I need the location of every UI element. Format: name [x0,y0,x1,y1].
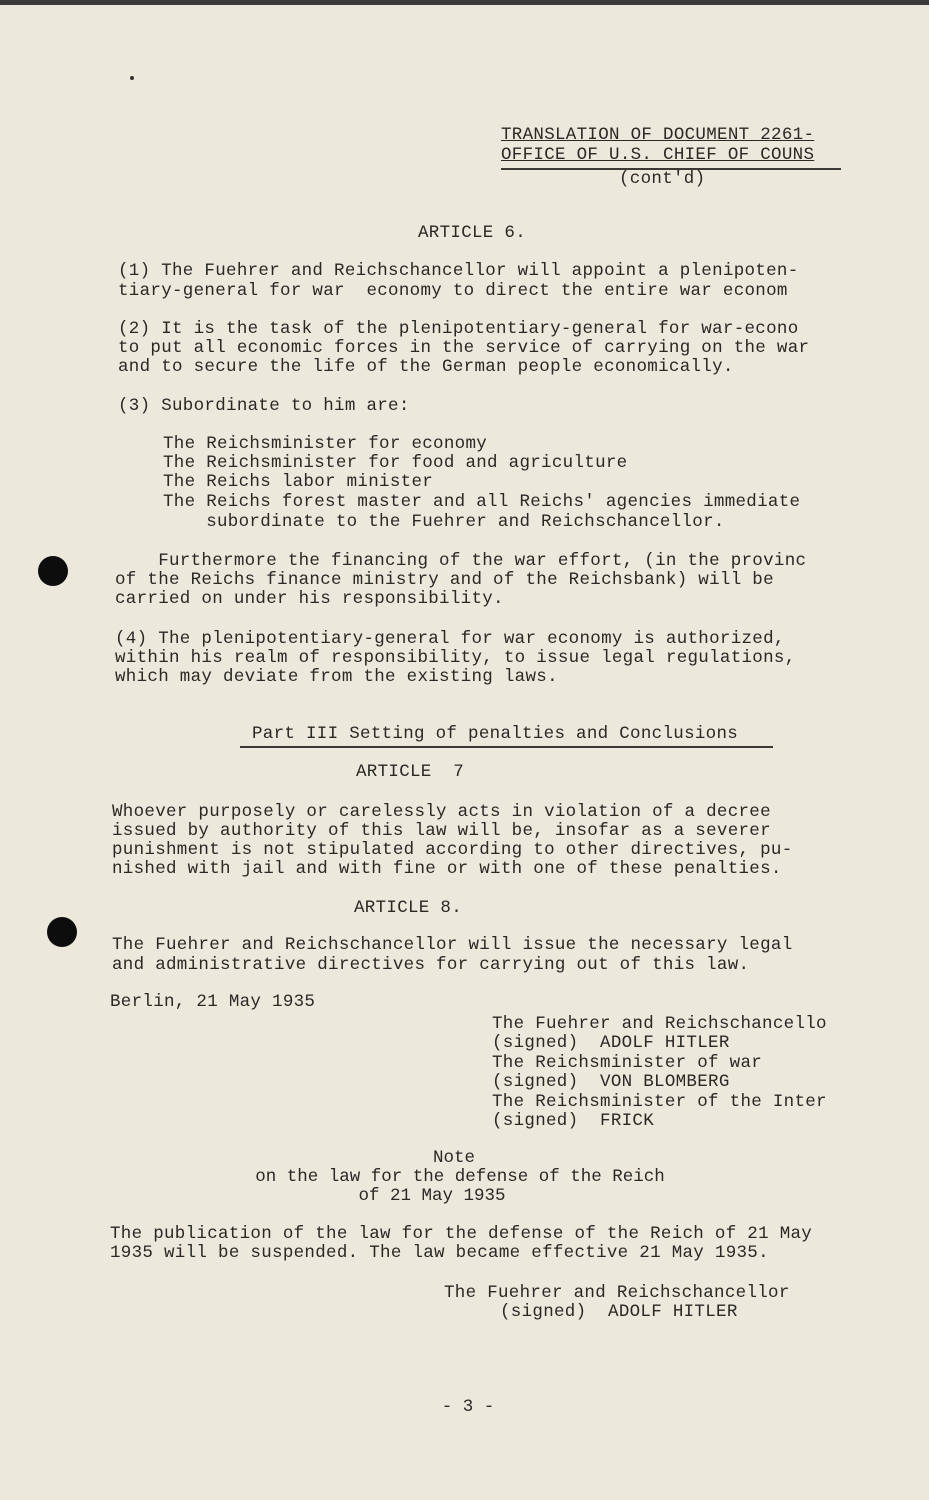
a6-list-item-4-cont: subordinate to the Fuehrer and Reichschancellor. [163,512,725,532]
signature-line-3: The Reichsminister of war [492,1053,763,1073]
a6-p2-line-1: (2) It is the task of the plenipotentiary-general for war-econo [118,319,799,339]
a7-line-2: issued by authority of this law will be, insofar as a severer [112,821,771,841]
signature-line-5: The Reichsminister of the Inter [492,1092,827,1112]
signature-line-6: (signed) FRICK [492,1111,655,1131]
note-p-line-2: 1935 will be suspended. The law became effective 21 May 1935. [110,1243,769,1263]
header-contd: (cont'd) [619,169,706,189]
a6-p1-line-2: tiary-general for war economy to direct the entire war econom [118,281,788,301]
note-title: Note [432,1148,475,1168]
scan-top-edge [0,0,929,5]
article-7-title: ARTICLE 7 [356,762,465,782]
a6-p4-line-3: carried on under his responsibility. [115,589,504,609]
note-subtitle-1: on the law for the defense of the Reich [255,1167,665,1187]
a7-line-4: nished with jail and with fine or with one of these penalties. [112,859,782,879]
a6-p5-line-2: within his realm of responsibility, to issue legal regulations, [115,648,796,668]
a6-list-item-2: The Reichsminister for food and agriculture [163,453,628,473]
signature-line-2: (signed) ADOLF HITLER [492,1033,730,1053]
a8-line-2: and administrative directives for carrying out of this law. [112,955,750,975]
punch-hole-lower [47,917,77,947]
a6-p4-line-1: Furthermore the financing of the war effort, (in the provinc [115,551,807,571]
a6-p5-line-1: (4) The plenipotentiary-general for war economy is authorized, [115,629,785,649]
note-subtitle-2: of 21 May 1935 [358,1186,506,1206]
note-signature-2: (signed) ADOLF HITLER [500,1302,738,1322]
article-6-title: ARTICLE 6. [418,223,527,243]
article-8-title: ARTICLE 8. [354,898,463,918]
a6-p2-line-2: to put all economic forces in the service of carrying on the war [118,338,810,358]
part-3-title-underline [240,746,773,748]
a7-line-1: Whoever purposely or carelessly acts in violation of a decree [112,802,771,822]
a6-p3: (3) Subordinate to him are: [118,396,410,416]
a6-p1-line-1: (1) The Fuehrer and Reichschancellor will appoint a plenipoten- [118,261,799,281]
dateline: Berlin, 21 May 1935 [110,992,316,1012]
signature-line-1: The Fuehrer and Reichschancello [492,1014,827,1034]
a8-line-1: The Fuehrer and Reichschancellor will issue the necessary legal [112,935,793,955]
note-signature-1: The Fuehrer and Reichschancellor [444,1283,790,1303]
signature-line-4: (signed) VON BLOMBERG [492,1072,730,1092]
a6-list-item-4: The Reichs forest master and all Reichs' agencies immediate [163,492,801,512]
punch-hole-upper [38,556,68,586]
a7-line-3: punishment is not stipulated according to other directives, pu- [112,840,793,860]
scan-speck [130,76,134,80]
part-3-title: Part III Setting of penalties and Conclusions [252,724,739,744]
page-number: - 3 - [441,1397,495,1417]
header-line-1: TRANSLATION OF DOCUMENT 2261- [501,125,815,145]
a6-p4-line-2: of the Reichs finance ministry and of the Reichsbank) will be [115,570,774,590]
a6-p2-line-3: and to secure the life of the German people economically. [118,357,734,377]
a6-p5-line-3: which may deviate from the existing laws. [115,667,558,687]
header-line-2: OFFICE OF U.S. CHIEF OF COUNS [501,145,815,165]
note-p-line-1: The publication of the law for the defense of the Reich of 21 May [110,1224,813,1244]
a6-list-item-1: The Reichsminister for economy [163,434,488,454]
a6-list-item-3: The Reichs labor minister [163,472,434,492]
